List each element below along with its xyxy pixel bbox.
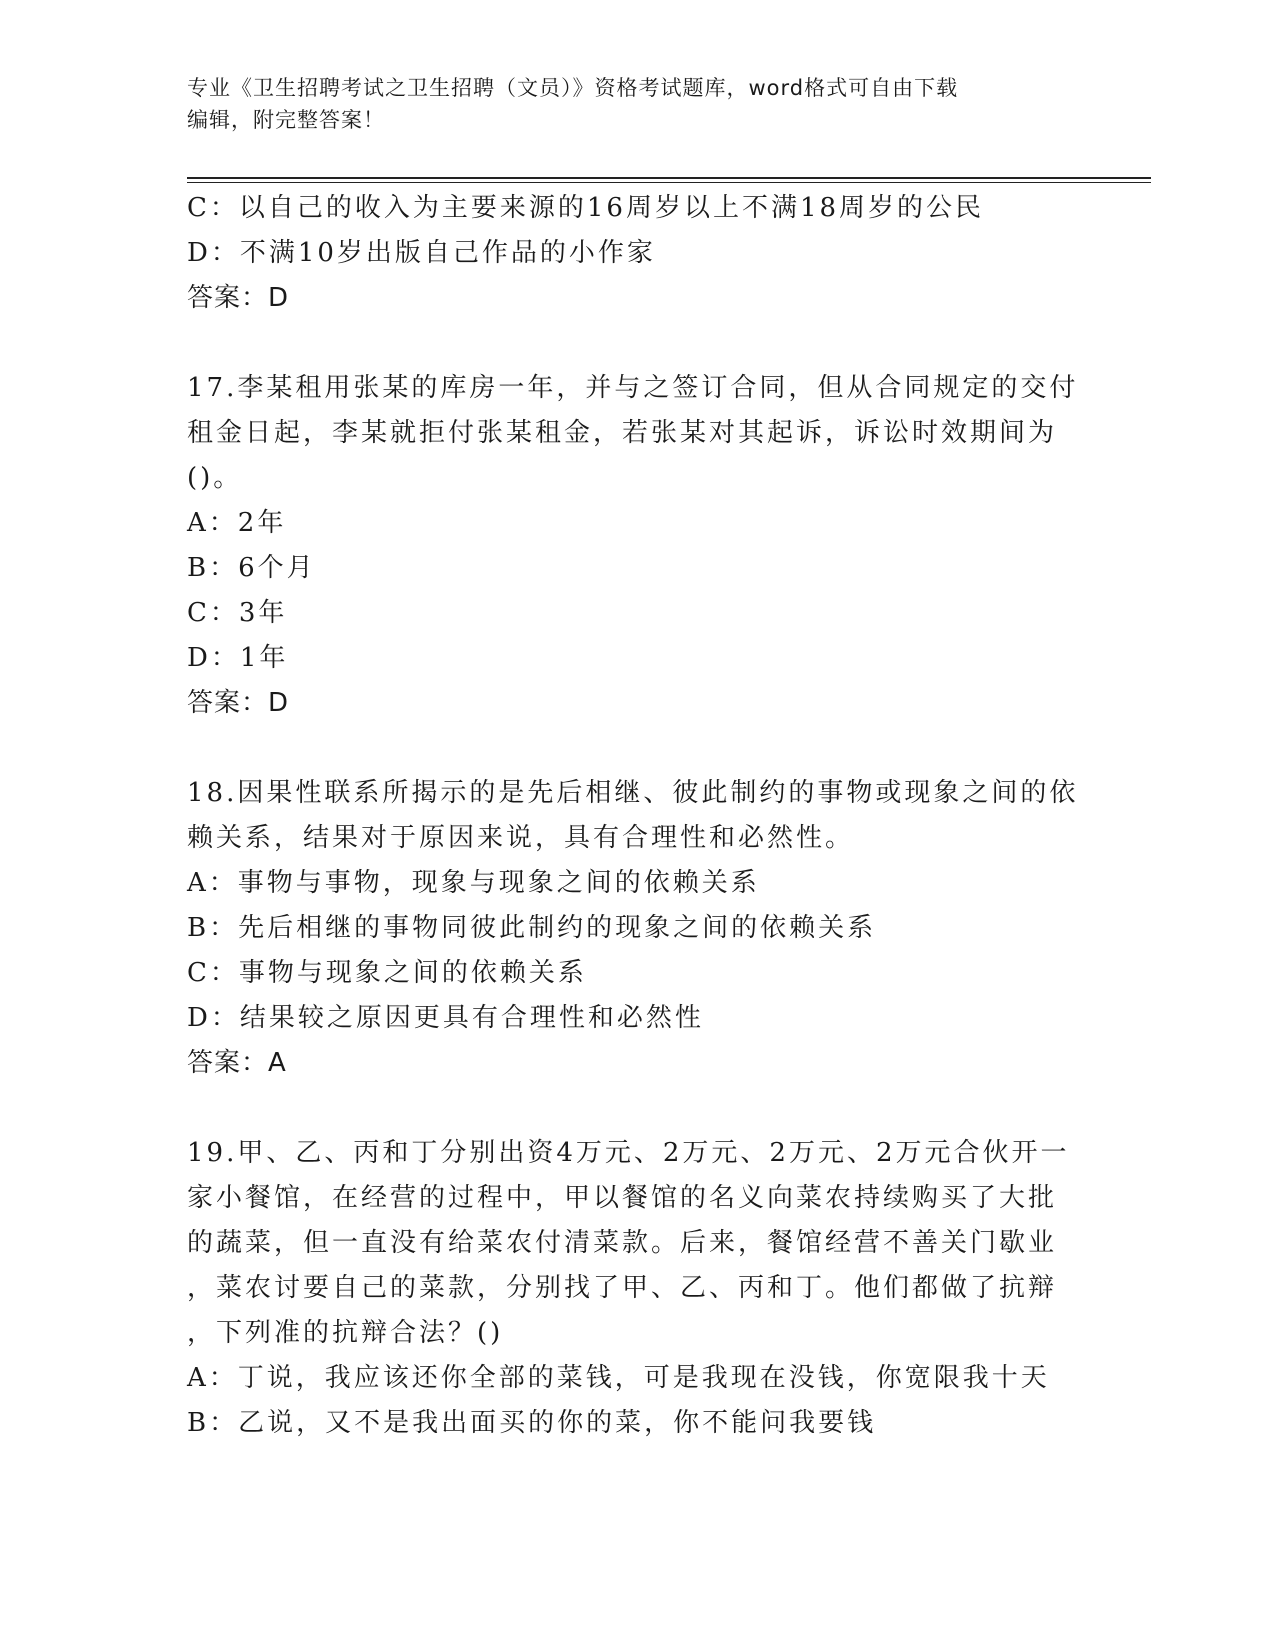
header-divider-thick [187,177,1151,179]
spacer [187,321,1087,366]
question-text: 17.李某租用张某的库房一年，并与之签订合同，但从合同规定的交付 [187,373,1079,403]
option-a: A：丁说，我应该还你全部的菜钱，可是我现在没钱，你宽限我十天 [187,1363,1050,1393]
question-text: 19.甲、乙、丙和丁分别出资4万元、2万元、2万元、2万元合伙开一 [187,1138,1070,1168]
option-d: D：结果较之原因更具有合理性和必然性 [187,1003,704,1033]
option-c: C：事物与现象之间的依赖关系 [187,958,587,988]
question-text: ，菜农讨要自己的菜款，分别找了甲、乙、丙和丁。他们都做了抗辩 [187,1273,1058,1303]
option-a: A：2年 [187,508,287,538]
header-line-2: 编辑，附完整答案！ [187,108,385,132]
question-18 [187,771,1087,1086]
option-b: B：先后相继的事物同彼此制约的现象之间的依赖关系 [187,913,877,943]
question-text: ()。 [187,463,243,493]
document-header [187,72,1087,136]
answer: 答案：D [187,688,290,718]
option-c: C：以自己的收入为主要来源的16周岁以上不满18周岁的公民 [187,193,985,223]
option-d: D：1年 [187,643,289,673]
question-text: ，下列准的抗辩合法？() [187,1318,504,1348]
option-c: C：3年 [187,598,288,628]
question-text: 的蔬菜，但一直没有给菜农付清菜款。后来，餐馆经营不善关门歇业 [187,1228,1058,1258]
answer: 答案：D [187,283,290,313]
question-text: 家小餐馆，在经营的过程中，甲以餐馆的名义向菜农持续购买了大批 [187,1183,1058,1213]
option-b: B：乙说，又不是我出面买的你的菜，你不能问我要钱 [187,1408,877,1438]
question-text: 租金日起，李某就拒付张某租金，若张某对其起诉，诉讼时效期间为 [187,418,1058,448]
option-b: B：6个月 [187,553,316,583]
option-a: A：事物与事物，现象与现象之间的依赖关系 [187,868,760,898]
question-text: 18.因果性联系所揭示的是先后相继、彼此制约的事物或现象之间的依 [187,778,1079,808]
spacer [187,726,1087,771]
option-d: D：不满10岁出版自己作品的小作家 [187,238,656,268]
header-line-1: 专业《卫生招聘考试之卫生招聘（文员）》资格考试题库，word格式可自由下载 [187,76,959,100]
question-16-tail [187,186,1087,321]
question-19 [187,1131,1087,1446]
spacer [187,1086,1087,1131]
question-17 [187,366,1087,726]
question-text: 赖关系，结果对于原因来说，具有合理性和必然性。 [187,823,855,853]
question-list [187,186,1087,1446]
header-divider-thin [187,182,1151,183]
answer: 答案：A [187,1048,287,1078]
